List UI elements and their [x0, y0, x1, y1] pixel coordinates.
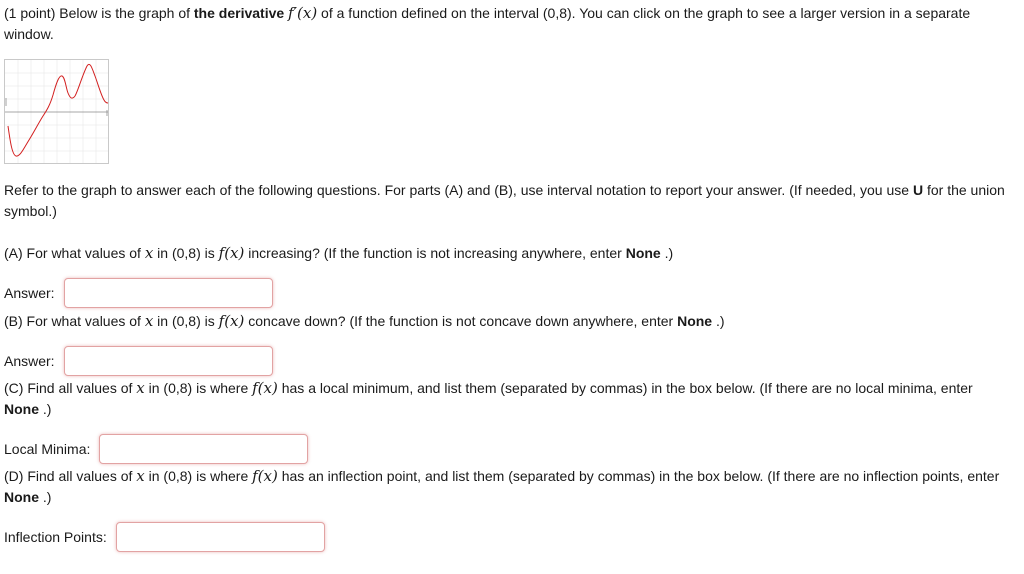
qa-text-3: increasing? (If the function is not increasing anywhere, enter [244, 245, 626, 261]
intro-text-2: of a function defined on the interval (0,8). You can click on the graph to see a larger version in a separate window. [4, 5, 971, 42]
qa-fx: f(x) [218, 244, 245, 262]
qb-text-4: .) [712, 313, 725, 329]
qb-text-1: (B) For what values of [4, 313, 145, 329]
question-b [4, 311, 1009, 332]
derivative-curve [8, 64, 108, 156]
qb-var-x: x [144, 312, 154, 330]
qd-text-4: .) [39, 489, 52, 505]
derivative-graph-thumbnail[interactable] [4, 59, 109, 164]
qd-fx: f(x) [252, 467, 278, 485]
qb-text-2: in (0,8) is [153, 313, 219, 329]
qd-none-bold: None [4, 489, 39, 505]
instructions-text-2: for the union symbol.) [4, 182, 1005, 219]
question-c [4, 378, 1009, 420]
qc-fx: f(x) [252, 379, 278, 397]
local-minima-row [4, 433, 308, 465]
qa-text-2: in (0,8) is [153, 245, 219, 261]
graph-grid [5, 60, 108, 163]
qd-text-3: has an inflection point, and list them (separated by commas) in the box below. (If there are no inflection points, enter [277, 468, 1000, 484]
local-minima-input[interactable] [99, 434, 308, 464]
intro-math: f′(x) [288, 4, 318, 22]
answer-a-label: Answer: [4, 285, 55, 301]
question-d [4, 466, 1009, 508]
inflection-points-input[interactable] [116, 522, 325, 552]
intro-bold: the derivative [193, 5, 285, 21]
qc-text-1: (C) Find all values of [4, 380, 137, 396]
derivative-graph [5, 60, 108, 163]
union-symbol-bold: U [912, 182, 924, 198]
qd-var-x: x [136, 467, 145, 485]
answer-b-row [4, 345, 273, 377]
qd-text-2: in (0,8) is where [144, 468, 253, 484]
qd-text-1: (D) Find all values of [4, 468, 137, 484]
inflection-points-label: Inflection Points: [4, 529, 107, 545]
qb-none-bold: None [677, 313, 713, 329]
local-minima-label: Local Minima: [4, 441, 91, 457]
intro-text-1: (1 point) Below is the graph of [4, 5, 194, 21]
qa-var-x: x [144, 244, 154, 262]
answer-b-label: Answer: [4, 353, 55, 369]
qb-text-3: concave down? (If the function is not concave down anywhere, enter [244, 313, 678, 329]
qc-text-3: has a local minimum, and list them (separated by commas) in the box below. (If there are no local minima, enter [277, 380, 973, 396]
qa-text-1: (A) For what values of [4, 245, 145, 261]
qc-none-bold: None [4, 401, 39, 417]
answer-a-row [4, 277, 273, 309]
qa-none-bold: None [625, 245, 661, 261]
answer-a-input[interactable] [64, 278, 273, 308]
qc-text-4: .) [39, 401, 52, 417]
qa-text-4: .) [660, 245, 674, 261]
intro-text [4, 3, 1009, 45]
question-a [4, 243, 1009, 264]
qc-text-2: in (0,8) is where [144, 380, 253, 396]
instructions-text [4, 180, 1009, 222]
instructions-text-1: Refer to the graph to answer each of the following questions. For parts (A) and (B), use interval notation to report your answer. (If needed, you use [4, 182, 913, 198]
qb-fx: f(x) [218, 312, 245, 330]
inflection-points-row [4, 521, 325, 553]
answer-b-input[interactable] [64, 346, 273, 376]
qc-var-x: x [136, 379, 145, 397]
